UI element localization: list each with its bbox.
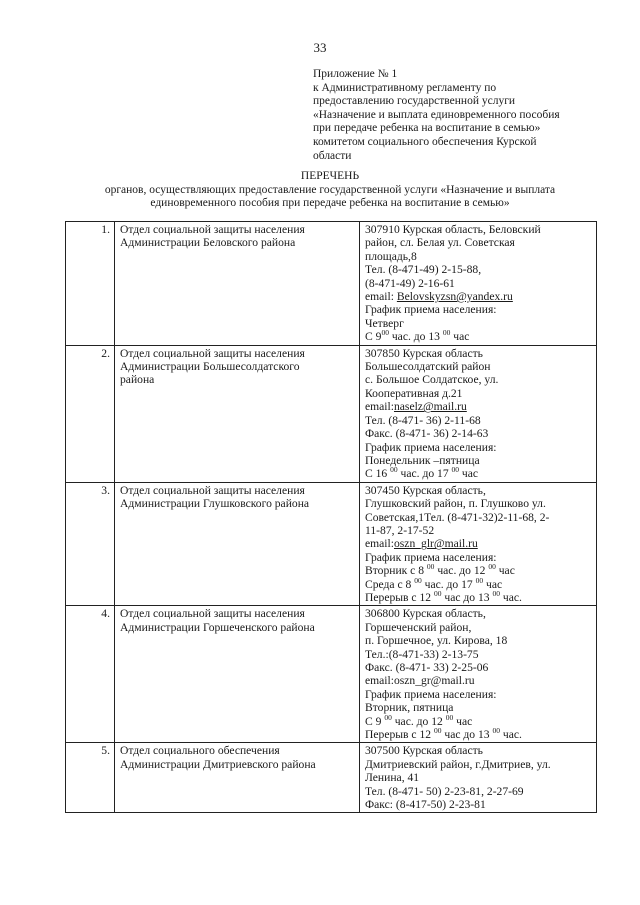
contact-line: 306800 Курская область, [365, 607, 486, 621]
agency-cell [115, 606, 360, 743]
appendix-line: области [313, 149, 352, 162]
contact-line: Тел. (8-471-49) 2-15-88, [365, 263, 482, 277]
time-text: час [483, 577, 503, 591]
time-minutes: 00 [492, 726, 500, 736]
contact-line: площадь,8 [365, 249, 417, 263]
time-text: С 9 [365, 330, 382, 344]
contact-line: График приема населения: [365, 440, 497, 454]
table-row [66, 222, 597, 346]
contact-line: Тел. (8-471- 50) 2-23-81, 2-27-69 [365, 784, 524, 798]
time-text: час [495, 564, 515, 578]
document-title-block [60, 170, 600, 211]
contact-line: Понедельник –пятница [365, 453, 480, 467]
agency-name-line: Отдел социальной защиты населения [120, 483, 305, 497]
table-row [66, 345, 597, 482]
time-text: час [450, 330, 470, 344]
reception-hours-line [365, 712, 592, 728]
appendix-line: к Административному регламенту по [313, 81, 497, 94]
agency-cell [115, 482, 360, 606]
email-link[interactable]: Belovskyzsn@yandex.ru [396, 290, 513, 304]
agency-name-line: Отдел социального обеспечения [120, 744, 280, 758]
time-text: час до 13 [441, 728, 493, 742]
contact-line: Тел. (8-471- 36) 2-11-68 [365, 413, 481, 427]
time-text: час [459, 467, 479, 481]
contact-line: 307450 Курская область, [365, 483, 486, 497]
agencies-table-body [66, 222, 597, 813]
time-text: Перерыв с 12 [365, 728, 434, 742]
document-subtitle-line: единовременного пособия при передаче ребенка на воспитание в семью» [150, 197, 510, 209]
contact-cell [360, 743, 597, 813]
time-minutes: 00 [488, 562, 496, 572]
contact-line: График приема населения: [365, 687, 497, 701]
appendix-line: Приложение № 1 [313, 68, 398, 80]
time-text: час. [499, 590, 522, 604]
agency-cell [115, 743, 360, 813]
time-text: час. до 12 [391, 714, 446, 728]
email-label: email: [365, 400, 394, 414]
agency-name-line: Администрации Горшеченского района [120, 620, 315, 634]
agency-name-line: Отдел социальной защиты населения [120, 223, 305, 236]
agency-cell [115, 345, 360, 482]
time-minutes: 00 [384, 712, 392, 722]
contact-cell [360, 482, 597, 606]
contact-line: 11-87, 2-17-52 [365, 523, 435, 537]
contact-line: с. Большое Солдатское, ул. [365, 373, 499, 387]
row-number: 1. [66, 222, 115, 346]
agency-name-line: Администрации Большесолдатского [120, 360, 300, 374]
document-subtitle-line: органов, осуществляющих предоставление государственной услуги «Назначение и выплата [104, 183, 556, 196]
contact-line [365, 537, 592, 550]
email-label: email: [365, 537, 394, 551]
contact-line: email:oszn_gr@mail.ru [365, 674, 475, 688]
time-text: Среда с 8 [365, 577, 415, 591]
time-text: час. до 13 [388, 330, 443, 344]
reception-hours-line [365, 588, 592, 604]
appendix-line: предоставлению государственной услуги [313, 95, 516, 108]
contact-line: район, сл. Белая ул. Советская [365, 236, 515, 250]
agency-cell [115, 222, 360, 346]
contact-line: 307500 Курская область [365, 744, 483, 758]
document-title: ПЕРЕЧЕНЬ [300, 170, 360, 182]
time-minutes: 00 [390, 465, 398, 475]
reception-hours-line [365, 575, 592, 591]
reception-hours-line [365, 728, 592, 741]
time-minutes: 00 [433, 588, 442, 598]
contact-line: Факс: (8-417-50) 2-23-81 [365, 798, 486, 812]
time-text: час. до 17 [397, 467, 452, 481]
contact-cell [360, 345, 597, 482]
contact-line: п. Горшечное, ул. Кирова, 18 [365, 634, 508, 648]
time-minutes: 00 [414, 575, 422, 585]
agencies-table [65, 221, 597, 813]
contact-line: График приема населения: [365, 550, 497, 564]
appendix-line: «Назначение и выплата единовременного пособия [313, 108, 560, 121]
contact-line [365, 400, 592, 413]
contact-line: Большесолдатский район [365, 360, 491, 374]
agency-name-line: Отдел социальной защиты населения [120, 346, 305, 360]
time-text: час [453, 714, 473, 728]
contact-line: Глушковский район, п. Глушково ул. [365, 497, 546, 511]
contact-cell [360, 606, 597, 743]
contact-line: Тел.:(8-471-33) 2-13-75 [365, 647, 479, 661]
contact-line: Факс. (8-471- 36) 2-14-63 [365, 427, 489, 441]
email-link[interactable]: oszn_glr@mail.ru [393, 537, 478, 551]
time-minutes: 00 [381, 328, 389, 338]
agency-name-line: Администрации Дмитриевского района [120, 757, 316, 771]
contact-line: Кооперативная д.21 [365, 386, 463, 400]
appendix-header [313, 68, 603, 163]
agency-name-line: района [120, 373, 155, 387]
contact-line: График приема населения: [365, 303, 497, 317]
time-minutes: 00 [445, 712, 454, 722]
time-text: Вторник с 8 [365, 564, 427, 578]
time-minutes: 00 [475, 575, 484, 585]
agency-name-line: Администрации Беловского района [120, 236, 296, 250]
contact-line: (8-471-49) 2-16-61 [365, 276, 455, 290]
time-text: час. до 17 [421, 577, 476, 591]
appendix-line: при передаче ребенка на воспитание в семью» [313, 122, 541, 135]
contact-line [365, 290, 592, 303]
time-text: Перерыв с 12 [365, 590, 434, 604]
table-row [66, 606, 597, 743]
time-minutes: 00 [426, 562, 435, 572]
time-minutes: 00 [492, 588, 500, 598]
contact-line: 307910 Курская область, Беловский [365, 223, 541, 236]
contact-line: Ленина, 41 [365, 771, 420, 785]
contact-line: Четверг [365, 316, 404, 330]
table-row [66, 482, 597, 606]
agency-name-line: Отдел социальной защиты населения [120, 607, 305, 621]
appendix-line: комитетом социального обеспечения Курской [313, 135, 537, 148]
contact-line: Дмитриевский район, г.Дмитриев, ул. [365, 757, 551, 771]
table-row [66, 743, 597, 813]
reception-hours-line [365, 467, 592, 480]
contact-line: Горшеченский район, [365, 620, 472, 634]
contact-cell [360, 222, 597, 346]
time-text: С 9 [365, 714, 385, 728]
time-text: час. [499, 728, 522, 742]
time-text: С 16 [365, 467, 391, 481]
row-number: 5. [66, 743, 115, 813]
contact-line: Советская,1Тел. (8-471-32)2-11-68, 2- [365, 510, 550, 524]
page-number: 33 [313, 40, 327, 55]
agency-name-line: Администрации Глушковского района [120, 497, 310, 511]
time-minutes: 00 [451, 465, 460, 475]
time-minutes: 00 [433, 726, 442, 736]
row-number: 4. [66, 606, 115, 743]
email-label: email: [365, 290, 397, 304]
row-number: 3. [66, 482, 115, 606]
time-text: час. до 12 [434, 564, 489, 578]
contact-line: Факс. (8-471- 33) 2-25-06 [365, 661, 489, 674]
row-number: 2. [66, 345, 115, 482]
time-minutes: 00 [442, 328, 451, 338]
contact-line: 307850 Курская область [365, 346, 483, 360]
email-link[interactable]: naselz@mail.ru [393, 400, 467, 414]
reception-hours-line [365, 330, 592, 343]
contact-line: Вторник, пятница [365, 701, 454, 715]
time-text: час до 13 [441, 590, 493, 604]
